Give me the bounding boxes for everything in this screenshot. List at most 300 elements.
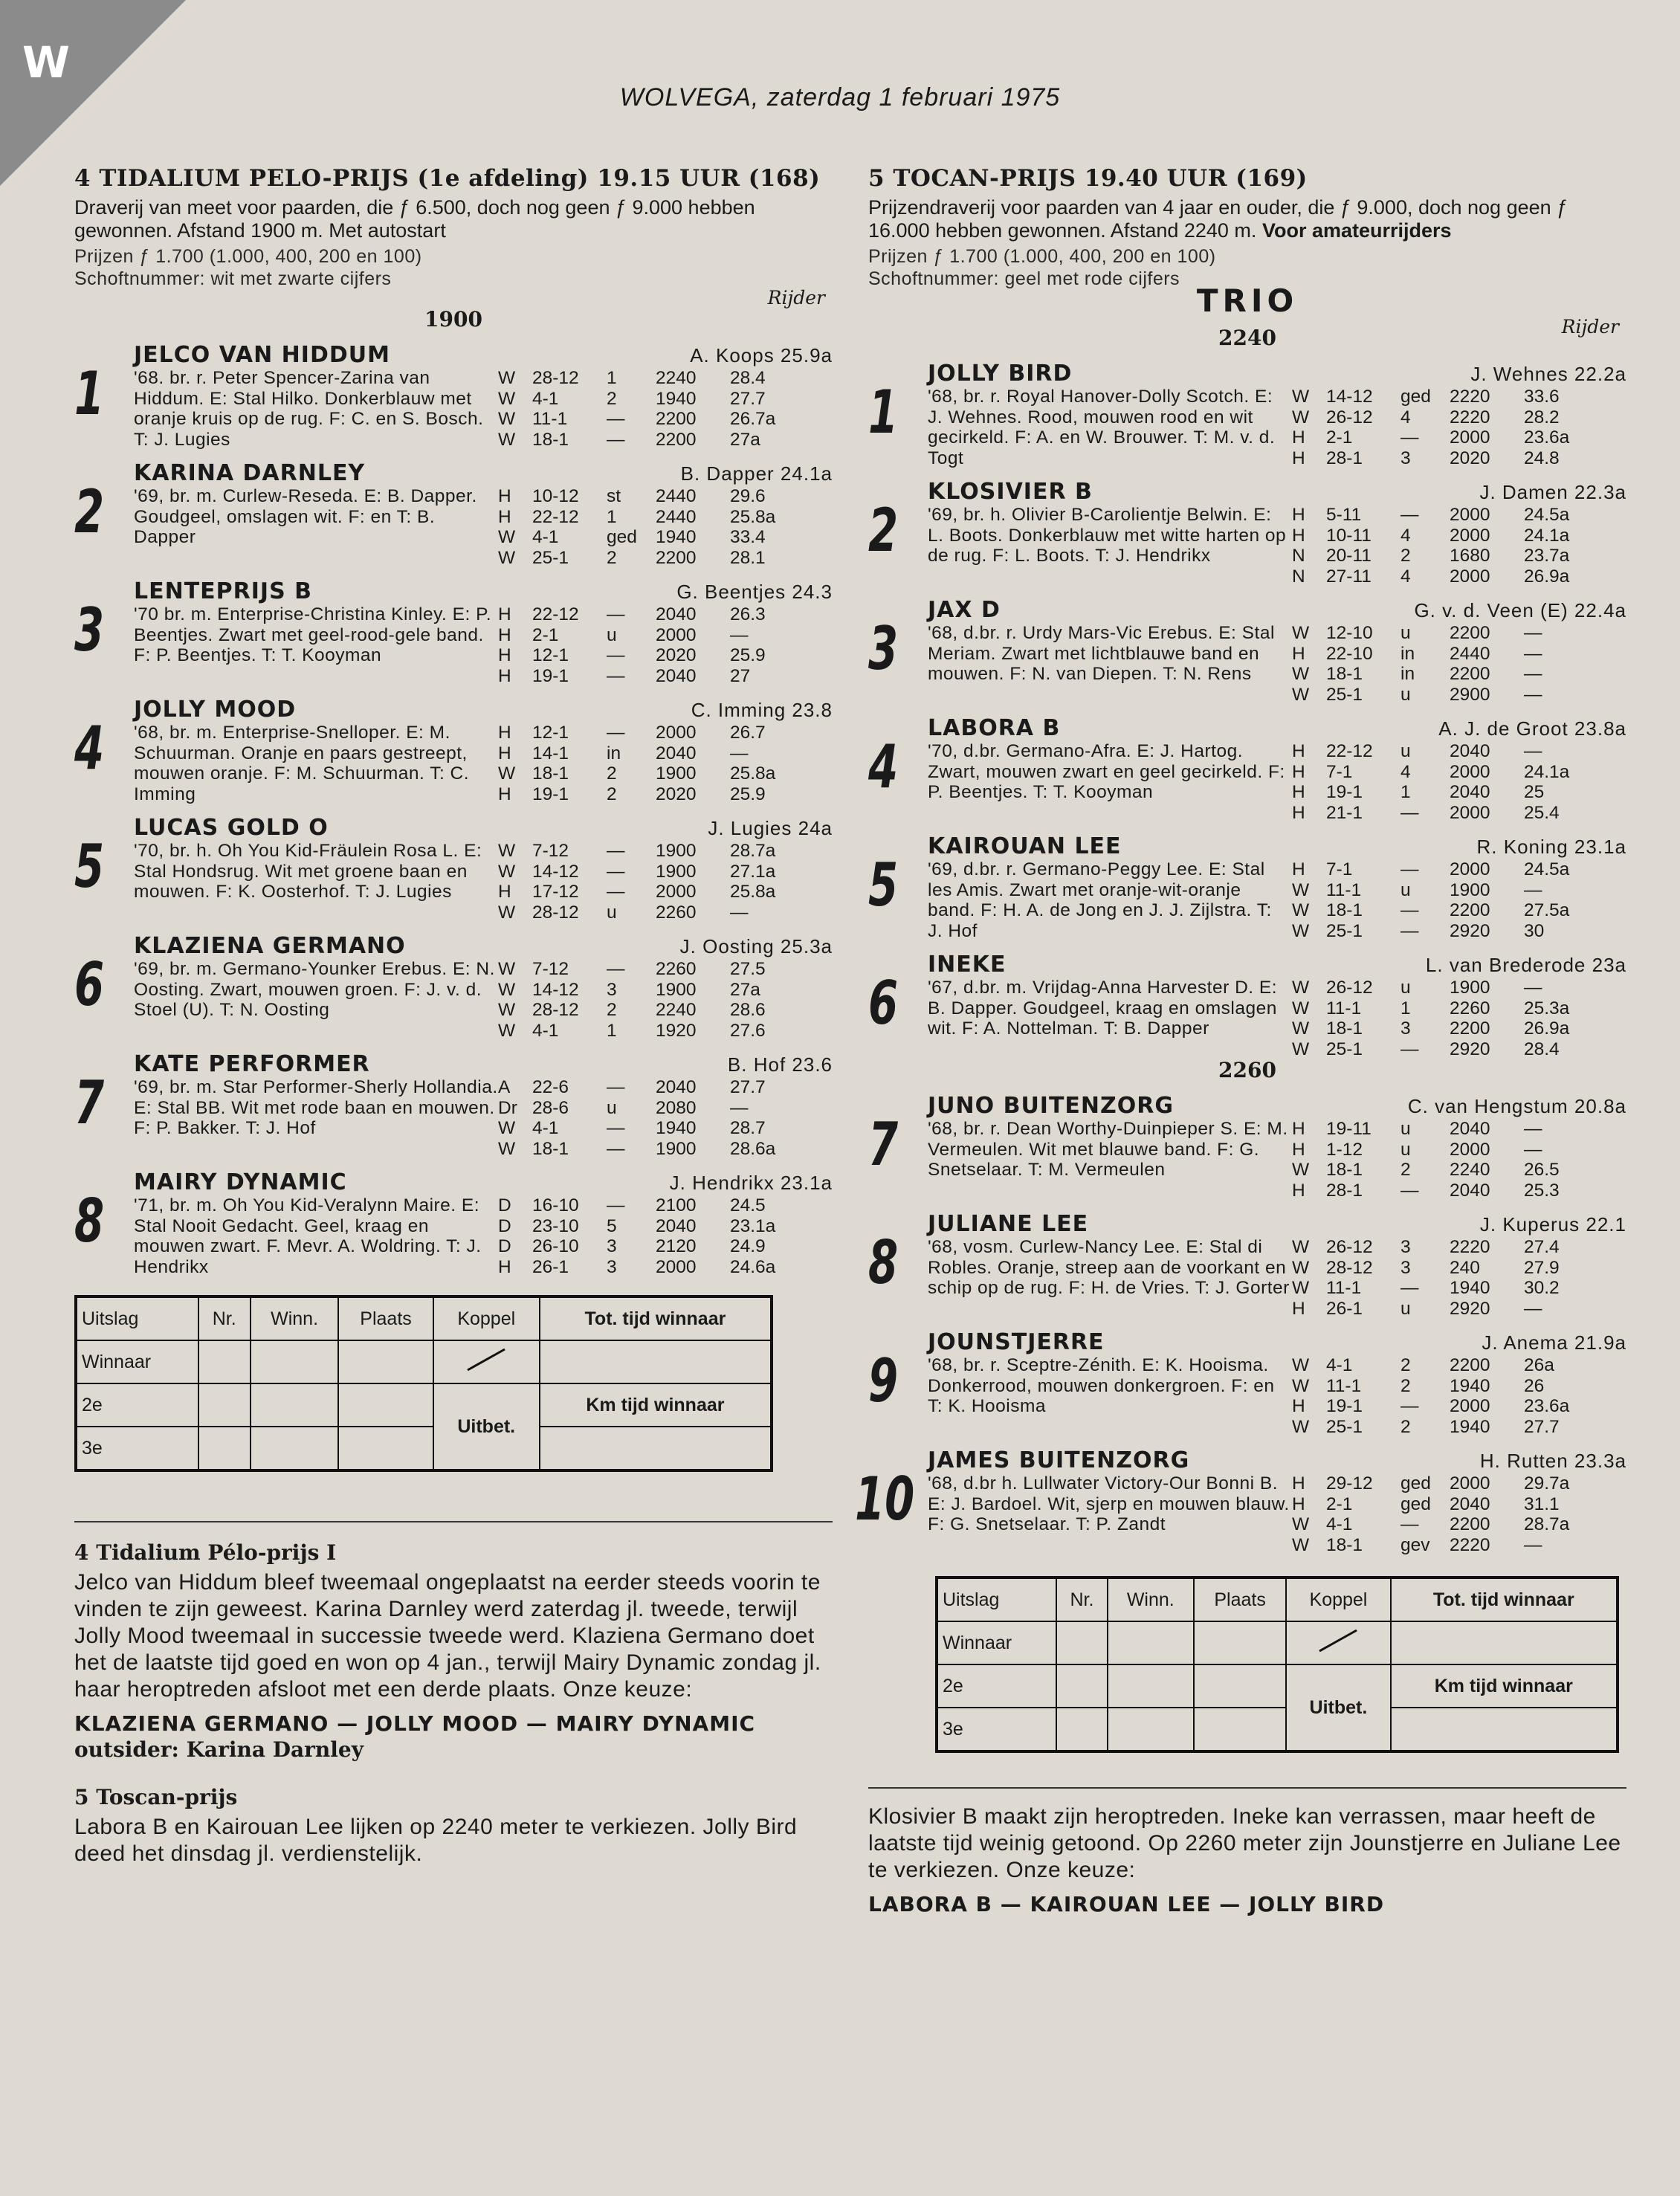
form-cell: H <box>1292 505 1305 525</box>
form-row <box>1292 644 1626 665</box>
form-cell: ged <box>1400 387 1431 407</box>
form-cell: W <box>1292 998 1310 1018</box>
form-cell: 18-1 <box>1326 1018 1363 1039</box>
horse-description: '69, br. m. Germano-Younker Erebus. E: N. Oosting. Zwart, mouwen groen. F: J. v. d. Stoel (U). T: N. Oosting <box>134 959 495 1020</box>
form-cell: 1-12 <box>1326 1139 1363 1160</box>
form-row <box>498 389 833 410</box>
form-cell: — <box>607 861 625 882</box>
form-cell: 14-1 <box>532 743 569 763</box>
form-cell: W <box>498 547 516 568</box>
form-cell: in <box>1400 664 1415 684</box>
table-cell <box>198 1427 251 1470</box>
form-cell: — <box>1524 1298 1542 1319</box>
entry-body <box>928 741 1626 823</box>
form-cell: 14-12 <box>1326 387 1373 407</box>
form-cell: 20-11 <box>1326 546 1372 566</box>
entry-header <box>134 1169 833 1195</box>
row-label: 2e <box>937 1664 1056 1708</box>
form-cell: 2 <box>607 784 617 804</box>
entry <box>868 715 1626 823</box>
form-cell: W <box>1292 664 1310 684</box>
table-row <box>76 1340 772 1383</box>
form-cell: — <box>1524 1534 1542 1555</box>
form-cell: 2220 <box>1450 387 1490 407</box>
entry <box>74 815 833 923</box>
prizes: Prijzen ƒ 1.700 (1.000, 400, 200 en 100) <box>74 246 422 267</box>
form-cell: D <box>498 1236 511 1256</box>
form-cell: u <box>1400 1139 1411 1160</box>
form-cell: 24.5a <box>1524 505 1570 525</box>
form-cell: 2220 <box>1450 1534 1490 1555</box>
form-cell: 3 <box>1400 1237 1411 1257</box>
form-cell: 25.3 <box>1524 1180 1560 1201</box>
table-cell <box>1056 1664 1108 1708</box>
form-row <box>498 862 833 882</box>
entry <box>868 1093 1626 1201</box>
form-row <box>498 604 833 625</box>
entry-header <box>928 833 1626 859</box>
form-cell: W <box>1292 1237 1310 1257</box>
form-cell: 4 <box>1400 525 1411 546</box>
uitbet-label: Uitbet. <box>1286 1664 1390 1751</box>
form-cell: 26 <box>1524 1375 1545 1396</box>
entry <box>855 1447 1626 1555</box>
horse-description: '70, br. h. Oh You Kid-Fräulein Rosa L. E: Stal Hondsrug. Wit met groene baan en mouwen. F: K. Oosterhof. T: J. Lugies <box>134 841 482 902</box>
horse-name: KLAZIENA GERMANO <box>134 933 406 959</box>
form-stats <box>498 368 833 450</box>
form-cell: 2000 <box>656 882 697 902</box>
form-cell: 23-10 <box>532 1215 579 1236</box>
form-cell: 4-1 <box>532 527 559 547</box>
entry-header <box>134 697 833 723</box>
form-stats <box>498 723 833 804</box>
form-cell: D <box>498 1195 511 1215</box>
form-cell: 2200 <box>656 547 697 568</box>
horse-name: LUCAS GOLD O <box>134 815 329 841</box>
form-cell: 2 <box>1400 1416 1411 1437</box>
form-cell: 27.7 <box>730 1077 766 1097</box>
form-row <box>498 1195 833 1216</box>
form-cell: 27.7 <box>730 388 766 409</box>
form-cell: 31.1 <box>1524 1493 1560 1514</box>
table-header-row <box>76 1296 772 1340</box>
form-cell: 26-10 <box>532 1236 579 1256</box>
entry-body <box>928 505 1626 587</box>
table-header: Uitslag <box>76 1296 198 1340</box>
entry <box>868 597 1626 705</box>
form-cell: 19-11 <box>1326 1119 1372 1139</box>
entry <box>868 361 1626 468</box>
form-row <box>1292 505 1626 526</box>
entry-header <box>928 361 1626 387</box>
form-cell: 2000 <box>1450 1396 1490 1416</box>
entry-body <box>928 978 1626 1059</box>
form-cell: 28-1 <box>1326 448 1363 468</box>
form-row <box>1292 998 1626 1019</box>
form-cell: 26-1 <box>532 1256 569 1277</box>
horse-description: '69, br. m. Curlew-Reseda. E: B. Dapper. Goudgeel, omslagen wit. F: en T: B. Dapper <box>134 486 477 547</box>
form-cell: in <box>1400 643 1415 664</box>
entry-body <box>928 1473 1626 1555</box>
form-cell: 28.7a <box>1524 1514 1570 1534</box>
form-cell: gev <box>1400 1534 1430 1555</box>
form-cell: 2040 <box>656 743 697 763</box>
form-cell: 1 <box>607 368 617 388</box>
table-cell <box>1056 1621 1108 1664</box>
form-cell: 2240 <box>1450 1160 1490 1180</box>
rider: B. Hof 23.6 <box>727 1053 833 1076</box>
horse-name: JOLLY BIRD <box>928 361 1073 387</box>
horse-description: '69, br. h. Olivier B-Carolientje Belwin. E: L. Boots. Donkerblauw met witte harten op de rug. F: L. Boots. T: J. Hendrikx <box>928 505 1287 566</box>
form-cell: W <box>498 388 516 409</box>
form-cell: — <box>1400 1396 1419 1416</box>
form-cell: 1 <box>607 506 617 527</box>
form-cell: — <box>730 1097 749 1118</box>
entry-body <box>134 841 833 923</box>
entry-number: 7 <box>868 1110 899 1179</box>
form-row <box>498 1257 833 1278</box>
form-cell: W <box>1292 1018 1310 1039</box>
form-cell: 27.9 <box>1524 1257 1560 1278</box>
row-label: Winnaar <box>937 1621 1056 1664</box>
form-row <box>498 882 833 902</box>
form-cell: W <box>498 959 516 979</box>
horse-name: LENTEPRIJS B <box>134 578 313 604</box>
form-cell: 28-12 <box>532 368 579 388</box>
form-cell: 28.2 <box>1524 407 1560 427</box>
horse-name: JOUNSTJERRE <box>928 1329 1105 1355</box>
rijder-label: Rijder <box>1561 316 1619 338</box>
form-cell: 2 <box>607 763 617 784</box>
form-cell: 2260 <box>656 959 697 979</box>
entry-body <box>134 959 833 1041</box>
form-row <box>1292 803 1626 824</box>
form-cell: W <box>1292 387 1310 407</box>
form-cell: 2200 <box>1450 1018 1490 1039</box>
form-row <box>498 743 833 764</box>
form-cell: 24.5a <box>1524 859 1570 879</box>
horse-description: '70, d.br. Germano-Afra. E: J. Hartog. Zwart, mouwen zwart en geel gecirkeld. F: P. Beentjes. T: T. Kooyman <box>928 741 1285 802</box>
form-row <box>1292 978 1626 998</box>
table-cell <box>1194 1621 1286 1664</box>
form-cell: 10-11 <box>1326 525 1372 546</box>
form-row <box>498 980 833 1001</box>
entry-number: 3 <box>74 595 105 665</box>
table-cell <box>540 1427 772 1470</box>
form-cell: 2920 <box>1450 1298 1490 1319</box>
form-row <box>1292 685 1626 705</box>
form-cell: H <box>1292 1139 1305 1160</box>
form-cell: 27.7 <box>1524 1416 1560 1437</box>
horse-name: KATE PERFORMER <box>134 1051 370 1077</box>
form-cell: 4 <box>1400 761 1411 782</box>
form-cell: 2100 <box>656 1195 697 1215</box>
horse-description: '69, d.br. r. Germano-Peggy Lee. E: Stal les Amis. Zwart met oranje-wit-oranje band. F: H. A. de Jong en J. J. Zijlstra. T: J. Hof <box>928 859 1272 941</box>
table-cell <box>338 1383 433 1427</box>
comment-text: Klosivier B maakt zijn heroptreden. Ineke kan verrassen, maar heeft de laatste tijd weinig getoond. Op 2260 meter zijn Jounstjerre en Juliane Lee te verkiezen. Onze keuze: <box>868 1804 1621 1882</box>
form-cell: H <box>498 645 511 665</box>
form-cell: 22-12 <box>532 506 579 527</box>
form-cell: H <box>498 784 511 804</box>
result-table <box>935 1576 1619 1753</box>
form-cell: 14-12 <box>532 861 579 882</box>
distance-label: 2260 <box>1218 1058 1276 1082</box>
form-row <box>1292 664 1626 685</box>
form-row <box>1292 1299 1626 1320</box>
form-row <box>498 1216 833 1237</box>
form-cell: 24.9 <box>730 1236 766 1256</box>
rider: C. Imming 23.8 <box>691 699 833 721</box>
form-cell: W <box>1292 623 1310 643</box>
entry <box>868 952 1626 1059</box>
rider: B. Dapper 24.1a <box>680 462 833 485</box>
form-cell: 26-12 <box>1326 978 1373 998</box>
form-row <box>1292 782 1626 803</box>
form-cell: 26a <box>1524 1355 1554 1375</box>
entry-number: 10 <box>855 1464 915 1534</box>
table-cell <box>1108 1621 1194 1664</box>
form-cell: 16-10 <box>532 1195 579 1215</box>
entry-number: 3 <box>868 614 899 683</box>
row-label: Winnaar <box>76 1340 198 1383</box>
horse-name: LABORA B <box>928 715 1061 741</box>
form-cell: 1900 <box>656 841 697 861</box>
form-row <box>1292 1140 1626 1160</box>
form-cell: 4 <box>1400 407 1411 427</box>
form-cell: W <box>1292 684 1310 705</box>
form-cell: H <box>1292 782 1305 802</box>
form-cell: 2200 <box>1450 664 1490 684</box>
form-cell: 11-1 <box>1326 879 1362 900</box>
horse-name: JULIANE LEE <box>928 1211 1089 1237</box>
form-row <box>498 548 833 569</box>
form-cell: u <box>607 902 617 923</box>
entry-header <box>134 460 833 486</box>
form-cell: 2240 <box>656 1000 697 1020</box>
form-cell: W <box>1292 1355 1310 1375</box>
form-cell: 2 <box>1400 1160 1411 1180</box>
form-cell: 2000 <box>656 624 697 645</box>
entry-header <box>928 715 1626 741</box>
form-cell: H <box>1292 859 1305 879</box>
form-cell: u <box>607 1097 617 1118</box>
form-cell: H <box>498 743 511 763</box>
form-cell: 18-1 <box>1326 664 1363 684</box>
form-stats <box>1292 387 1626 468</box>
form-cell: — <box>1400 505 1419 525</box>
form-row <box>498 784 833 805</box>
form-cell: 28.7a <box>730 841 776 861</box>
form-row <box>498 430 833 450</box>
table-cell <box>251 1383 339 1427</box>
horse-description: '68, br. r. Dean Worthy-Duinpieper S. E: M. Vermeulen. Wit met blauwe band. F: G. Snetselaar. T: M. Vermeulen <box>928 1119 1288 1180</box>
form-cell: 2040 <box>656 665 697 686</box>
form-cell: 4-1 <box>532 388 559 409</box>
entry-header <box>134 1051 833 1077</box>
form-cell: 2440 <box>656 486 697 506</box>
entry <box>868 1329 1626 1437</box>
table-cell <box>251 1340 339 1383</box>
form-cell: u <box>1400 741 1411 761</box>
form-cell: — <box>1524 1139 1542 1160</box>
form-stats <box>498 604 833 686</box>
form-row <box>1292 623 1626 644</box>
form-cell: 1900 <box>656 979 697 1000</box>
horse-description: '68, br. m. Enterprise-Snelloper. E: M. Schuurman. Oranje en paars gestreept, mouwen oranje. F: M. Schuurman. T: C. Imming <box>134 723 470 804</box>
form-cell: 2 <box>1400 546 1411 566</box>
form-cell: 27.5a <box>1524 900 1570 920</box>
form-cell: 4-1 <box>532 1020 559 1041</box>
form-row <box>498 723 833 743</box>
form-cell: 26.9a <box>1524 566 1570 587</box>
form-cell: 2200 <box>1450 1355 1490 1375</box>
table-header: Plaats <box>338 1296 433 1340</box>
form-cell: — <box>1524 741 1542 761</box>
table-cell <box>1056 1708 1108 1751</box>
form-cell: 1940 <box>1450 1278 1490 1298</box>
form-cell: 30 <box>1524 920 1545 941</box>
form-cell: W <box>498 1138 516 1159</box>
form-cell: 2040 <box>656 1077 697 1097</box>
entry <box>74 697 833 804</box>
form-cell: 18-1 <box>532 763 569 784</box>
form-cell: 2000 <box>1450 1139 1490 1160</box>
form-cell: H <box>1292 1180 1305 1201</box>
entry-number: 7 <box>74 1068 105 1137</box>
slash-mark <box>1308 1626 1368 1656</box>
form-row <box>1292 1355 1626 1376</box>
form-cell: D <box>498 1215 511 1236</box>
form-stats <box>1292 741 1626 823</box>
form-cell: W <box>498 861 516 882</box>
horse-name: JAMES BUITENZORG <box>928 1447 1190 1473</box>
form-cell: 23.6a <box>1524 1396 1570 1416</box>
table-row <box>937 1621 1618 1664</box>
entry-body <box>928 1119 1626 1201</box>
form-cell: 23.1a <box>730 1215 776 1236</box>
form-cell: W <box>498 979 516 1000</box>
rider: J. Oosting 25.3a <box>679 935 833 957</box>
form-row <box>498 1077 833 1098</box>
entry-body <box>134 368 833 450</box>
form-cell: 28-1 <box>1326 1180 1363 1201</box>
form-row <box>1292 762 1626 783</box>
form-cell: 22-12 <box>1326 741 1373 761</box>
form-cell: u <box>1400 1298 1411 1319</box>
form-cell: 2040 <box>1450 741 1490 761</box>
entry-body <box>134 486 833 568</box>
form-cell: 2200 <box>1450 623 1490 643</box>
form-stats <box>498 1077 833 1159</box>
entry-body <box>134 723 833 804</box>
form-cell: W <box>1292 1416 1310 1437</box>
form-cell: 19-1 <box>532 784 569 804</box>
entry <box>868 833 1626 941</box>
form-row <box>1292 387 1626 407</box>
race-description <box>868 196 1626 242</box>
rider: J. Lugies 24a <box>708 817 833 839</box>
form-row <box>498 959 833 980</box>
form-cell: 19-1 <box>1326 1396 1363 1416</box>
comment-title: 4 Tidalium Pélo-prijs I <box>74 1540 337 1565</box>
horse-name: JAX D <box>928 597 1001 623</box>
entry-header <box>134 815 833 841</box>
form-cell: H <box>498 723 511 743</box>
form-cell: H <box>1292 1298 1305 1319</box>
form-stats <box>1292 623 1626 705</box>
form-cell: 28.1 <box>730 547 766 568</box>
page-header: WOLVEGA, zaterdag 1 februari 1975 <box>619 83 1061 112</box>
form-row <box>498 1021 833 1042</box>
form-cell: 11-1 <box>532 409 568 429</box>
form-cell: — <box>607 959 625 979</box>
table-header: Nr. <box>198 1296 251 1340</box>
form-cell: 21-1 <box>1326 802 1363 823</box>
horse-name: KARINA DARNLEY <box>134 460 366 486</box>
form-cell: W <box>1292 900 1310 920</box>
form-cell: 27-11 <box>1326 566 1372 587</box>
rider: J. Anema 21.9a <box>1482 1331 1626 1354</box>
race-description-text: Prijzendraverij voor paarden van 4 jaar en ouder, die ƒ 9.000, doch nog geen ƒ 16.000 hebben gewonnen. Afstand 2240 m. <box>868 196 1568 242</box>
form-cell: — <box>607 1195 625 1215</box>
table-row <box>937 1664 1618 1708</box>
divider <box>868 1787 1626 1789</box>
form-cell: 7-1 <box>1326 859 1353 879</box>
entry-header <box>928 597 1626 623</box>
form-cell: 2000 <box>656 723 697 743</box>
form-cell: 25-1 <box>1326 920 1363 941</box>
entry <box>74 460 833 568</box>
form-cell: H <box>498 506 511 527</box>
form-row <box>1292 1119 1626 1140</box>
entry-body <box>928 1355 1626 1437</box>
form-cell: — <box>1400 802 1419 823</box>
pick: KLAZIENA GERMANO — JOLLY MOOD — MAIRY DYNAMIC <box>74 1711 756 1736</box>
form-cell: 2000 <box>1450 1473 1490 1493</box>
horse-name: JOLLY MOOD <box>134 697 297 723</box>
form-cell: 2040 <box>1450 1180 1490 1201</box>
form-cell: 2200 <box>656 409 697 429</box>
form-cell: 27a <box>730 429 760 450</box>
form-cell: 18-1 <box>532 429 569 450</box>
form-row <box>1292 859 1626 880</box>
table-cell <box>1108 1664 1194 1708</box>
form-cell: W <box>1292 978 1310 998</box>
form-cell: 2040 <box>1450 1119 1490 1139</box>
form-row <box>1292 1018 1626 1039</box>
form-cell: N <box>1292 566 1305 587</box>
entry-header <box>928 952 1626 978</box>
form-cell: 11-1 <box>1326 1375 1362 1396</box>
form-cell: 2040 <box>656 1215 697 1236</box>
form-cell: ged <box>607 527 637 547</box>
form-row <box>1292 741 1626 762</box>
entry <box>74 1169 833 1277</box>
form-cell: 2020 <box>656 645 697 665</box>
form-cell: 25.8a <box>730 882 776 902</box>
form-cell: 26-12 <box>1326 1237 1373 1257</box>
form-row <box>498 409 833 430</box>
form-row <box>498 625 833 646</box>
form-cell: — <box>1524 684 1542 705</box>
form-cell: 2040 <box>656 604 697 624</box>
form-cell: H <box>498 604 511 624</box>
form-cell: 3 <box>607 1256 617 1277</box>
form-cell: 2200 <box>1450 900 1490 920</box>
form-cell: 28.7 <box>730 1118 766 1138</box>
form-cell: 1900 <box>656 1138 697 1159</box>
form-cell: W <box>1292 1375 1310 1396</box>
